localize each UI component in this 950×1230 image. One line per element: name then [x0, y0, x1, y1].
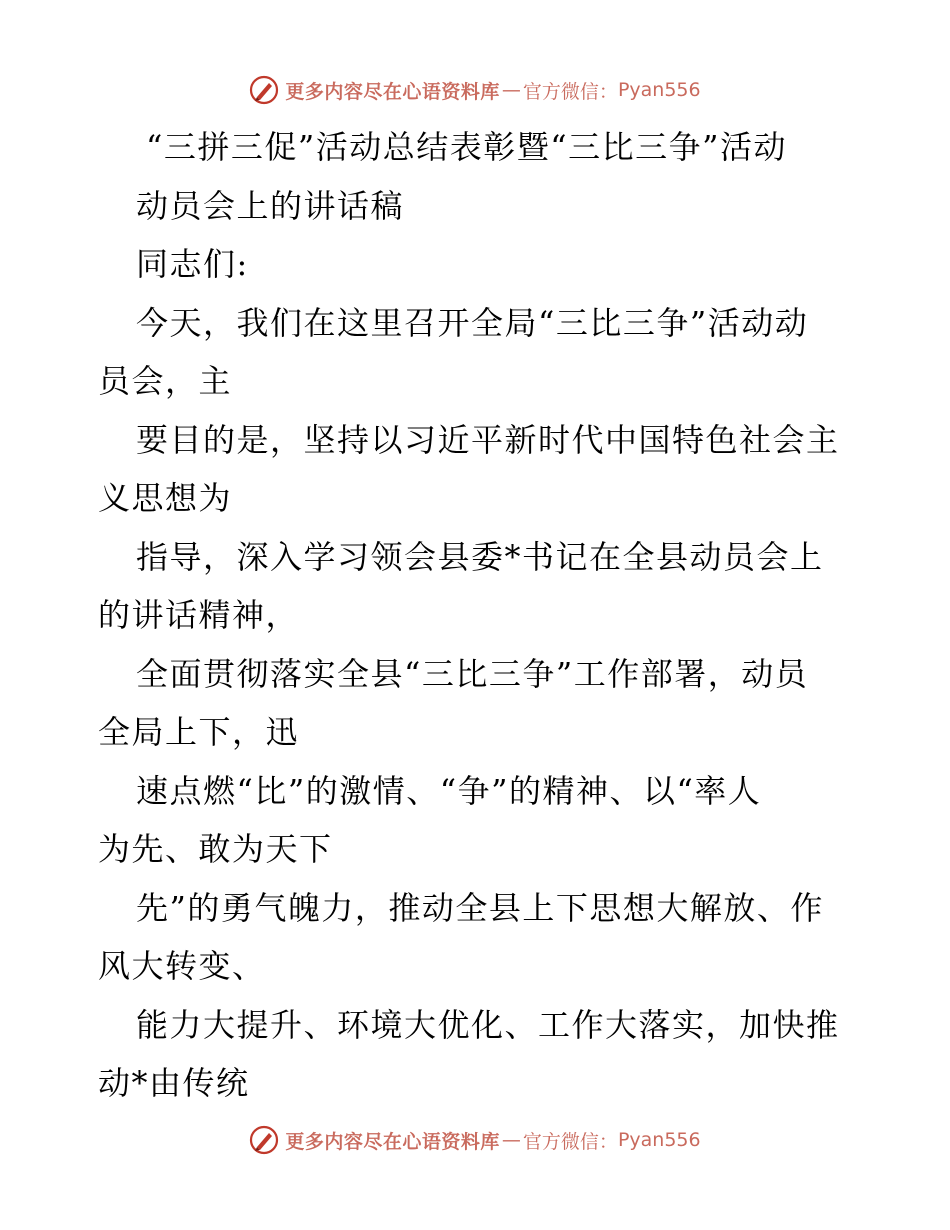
doc-line: 要目的是，坚持以习近平新时代中国特色社会主 [136, 420, 840, 459]
doc-line: 速点燃“比”的激情、“争”的精神、以“率人 [136, 771, 762, 810]
doc-line: 义思想为 [98, 479, 233, 517]
pen-logo-icon [249, 75, 279, 105]
doc-line: 的讲话精神， [98, 596, 300, 634]
banner-dash: — [501, 79, 521, 101]
pen-logo-icon [249, 1125, 279, 1155]
document-body [98, 118, 858, 1113]
watermark-banner-bottom [0, 1120, 950, 1160]
banner-wechat-id: Pyan556 [617, 1129, 701, 1151]
doc-line: 先”的勇气魄力，推动全县上下思想大解放、作 [136, 888, 824, 927]
watermark-banner-top [0, 70, 950, 110]
doc-line: 动*由传统 [98, 1064, 250, 1102]
doc-line: 指导，深入学习领会县委*书记在全县动员会上 [136, 537, 824, 576]
banner-wechat-label: 官方微信： [522, 80, 618, 103]
banner-brand-text: 更多内容尽在心语资料库 [285, 80, 500, 103]
banner-dash: — [501, 1129, 521, 1151]
doc-line: 为先、敢为天下 [98, 830, 333, 868]
doc-line: 全局上下，迅 [98, 713, 300, 751]
doc-line: 全面贯彻落实全县“三比三争”工作部署，动员 [136, 654, 809, 693]
doc-line: 员会，主 [98, 362, 233, 400]
doc-salutation: 同志们: [136, 245, 249, 283]
banner-wechat-label: 官方微信： [522, 1130, 618, 1153]
banner-brand-text: 更多内容尽在心语资料库 [285, 1130, 500, 1153]
doc-title-line-1: “三拼三促”活动总结表彰暨“三比三争”活动 [146, 128, 787, 166]
banner-wechat-id: Pyan556 [617, 79, 701, 101]
doc-line: 今天，我们在这里召开全局“三比三争”活动动 [136, 303, 809, 342]
doc-line: 能力大提升、环境大优化、工作大落实，加快推 [136, 1005, 840, 1044]
doc-title-line-2: 动员会上的讲话稿 [136, 186, 405, 225]
doc-line: 风大转变、 [98, 947, 266, 985]
